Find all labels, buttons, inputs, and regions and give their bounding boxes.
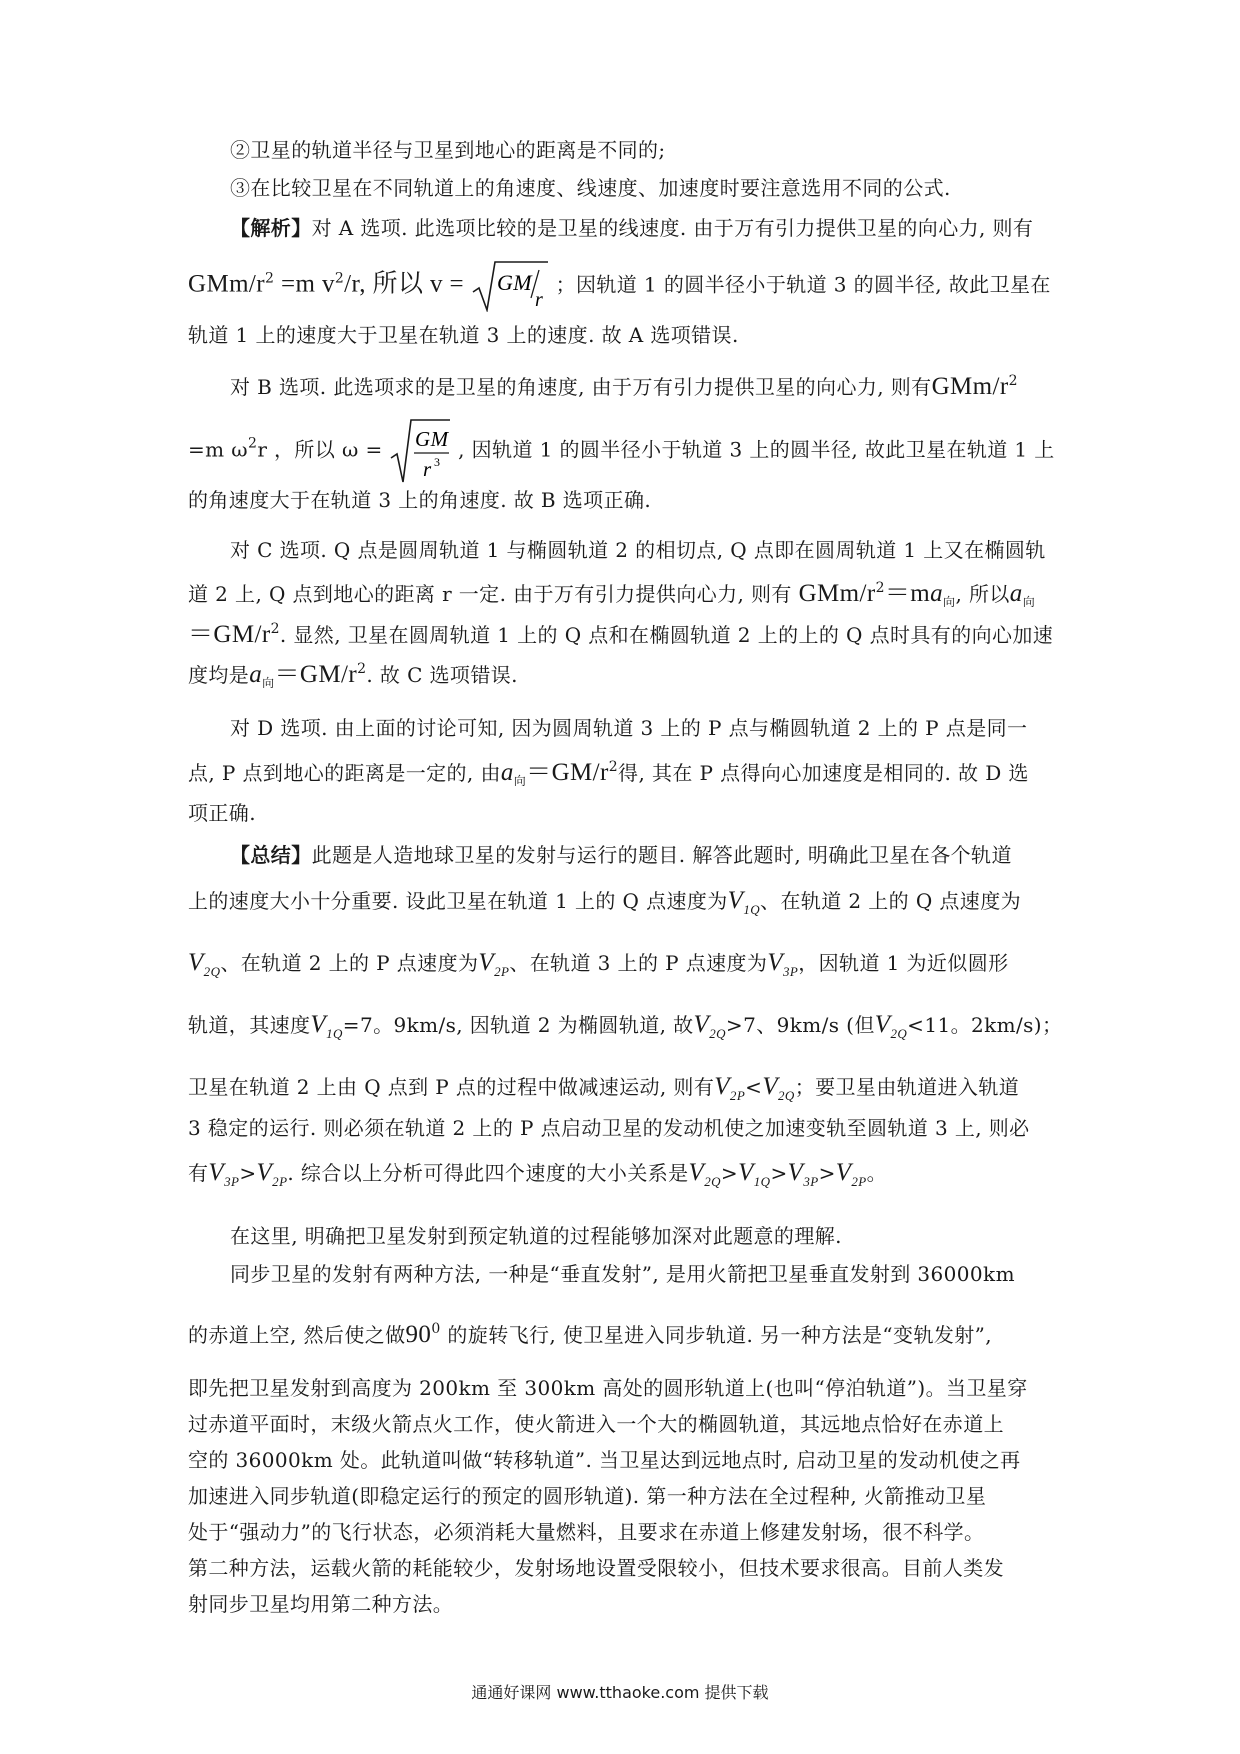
text-line: 射同步卫星均用第二种方法。 — [188, 1592, 454, 1616]
text-line: 过赤道平面时，末级火箭点火工作，使火箭进入一个大的椭圆轨道，其远地点恰好在赤道上 — [188, 1412, 1004, 1436]
text-line: 的角速度大于在轨道 3 上的角速度. 故 B 选项正确. — [188, 488, 652, 512]
analysis-line: 【解析】对 A 选项. 此选项比较的是卫星的线速度. 由于万有引力提供卫星的向心力, 则有 — [230, 216, 1034, 240]
svg-text:3: 3 — [434, 455, 441, 469]
text-line: 轨道 1 上的速度大于卫星在轨道 3 上的速度. 故 A 选项错误. — [188, 323, 739, 347]
sqrt-gm-over-r3 — [389, 418, 451, 484]
formula-line: 上的速度大小十分重要. 设此卫星在轨道 1 上的 Q 点速度为$V_{1Q}$、在轨道 2 上的 Q 点速度为 — [188, 887, 1021, 917]
summary-line: 【总结】此题是人造地球卫星的发射与运行的题目. 解答此题时, 明确此卫星在各个轨道 — [230, 843, 1012, 867]
formula-line: 度均是$a_向=GM/r^2$. 故 C 选项错误. — [188, 661, 518, 690]
text-line: 即先把卫星发射到高度为 200km 至 300km 高处的圆形轨道上(也叫“停泊轨道”)。当卫星穿 — [188, 1376, 1028, 1400]
section-label-summary: 【总结】 — [230, 843, 312, 867]
text-line: 对 D 选项. 由上面的讨论可知, 因为圆周轨道 3 上的 P 点与椭圆轨道 2 上的 P 点是同一 — [230, 716, 1028, 740]
formula-line: 有$V_{3P}>V_{2P}$. 综合以上分析可得此四个速度的大小关系是$V_{2Q}>V_{1Q}>V_{3P}>V_{2P}$。 — [188, 1159, 888, 1189]
page-footer: 通通好课网 www.tthaoke.com 提供下载 — [471, 1683, 769, 1702]
formula-line: =m $\omega^2r$ ，所以 ω = GM r 3 , 因轨道 1 的圆半径小于轨道 3 上的圆半径, 故此卫星在轨道 1 上 — [188, 418, 1055, 484]
sqrt-gm-over-r — [471, 260, 549, 312]
text-line: 对 B 选项. 此选项求的是卫星的角速度, 由于万有引力提供卫星的向心力, 则有GMm/$r^2$ — [230, 373, 1018, 400]
svg-text:r: r — [423, 457, 432, 481]
text-line: ②卫星的轨道半径与卫星到地心的距离是不同的; — [230, 138, 666, 162]
formula-line: 的赤道上空, 然后使之做$90^0$ 的旋转飞行, 使卫星进入同步轨道. 另一种方法是“变轨发射”, — [188, 1321, 993, 1348]
section-label-analysis: 【解析】 — [230, 216, 312, 240]
formula-line: $=GM/r^2$. 显然, 卫星在圆周轨道 1 上的 Q 点和在椭圆轨道 2 上的上的 Q 点时具有的向心加速 — [188, 621, 1054, 648]
text-line: 处于“强动力”的飞行状态，必须消耗大量燃料，且要求在赤道上修建发射场，很不科学。 — [188, 1520, 985, 1544]
svg-text:GM: GM — [415, 427, 449, 451]
text-line: 加速进入同步轨道(即稳定运行的预定的圆形轨道). 第一种方法在全过程种, 火箭推动卫星 — [188, 1484, 987, 1508]
text-line: 在这里, 明确把卫星发射到预定轨道的过程能够加深对此题意的理解. — [230, 1224, 842, 1248]
formula-line: 点, P 点到地心的距离是一定的, 由$a_向=GM/r^2$得, 其在 P 点得向心加速度是相同的. 故 D 选 — [188, 759, 1029, 788]
text-line: 项正确. — [188, 801, 256, 825]
formula-line: $V_{2Q}$、在轨道 2 上的 P 点速度为$V_{2P}$、在轨道 3 上的 P 点速度为$V_{3P}$，因轨道 1 为近似圆形 — [188, 949, 1009, 979]
text-line: 空的 36000km 处。此轨道叫做“转移轨道”. 当卫星达到远地点时, 启动卫星的发动机使之再 — [188, 1448, 1021, 1472]
text-line: 同步卫星的发射有两种方法, 一种是“垂直发射”, 是用火箭把卫星垂直发射到 36000km — [230, 1262, 1015, 1286]
formula-line: 轨道，其速度$V_{1Q}=7$。9km/s, 因轨道 2 为椭圆轨道, 故$V_{2Q}>7$、9km/s (但$V_{2Q}<11$。2km/s)； — [188, 1011, 1063, 1041]
svg-text:r: r — [534, 289, 543, 311]
formula-line: GMm/$r^2 =m$ $v^2/r$, 所以 v = GM r ；因轨道 1 的圆半径小于轨道 3 的圆半径, 故此卫星在 — [188, 260, 1051, 312]
svg-text:GM: GM — [496, 270, 532, 295]
text-line: ③在比较卫星在不同轨道上的角速度、线速度、加速度时要注意选用不同的公式. — [230, 176, 951, 200]
text-line: 对 C 选项. Q 点是圆周轨道 1 与椭圆轨道 2 的相切点, Q 点即在圆周轨道 1 上又在椭圆轨 — [230, 538, 1046, 562]
formula-line: 道 2 上, Q 点到地心的距离 r 一定. 由于万有引力提供向心力, 则有 GMm/$r^2=ma_向$, 所以$a_向$ — [188, 580, 1036, 609]
text-line: 3 稳定的运行. 则必须在轨道 2 上的 P 点启动卫星的发动机使之加速变轨至圆轨道 3 上, 则必 — [188, 1116, 1030, 1140]
text-line: 第二种方法，运载火箭的耗能较少，发射场地设置受限较小，但技术要求很高。目前人类发 — [188, 1556, 1004, 1580]
formula-line: 卫星在轨道 2 上由 Q 点到 P 点的过程中做减速运动, 则有$V_{2P}<V_{2Q}$；要卫星由轨道进入轨道 — [188, 1073, 1020, 1103]
